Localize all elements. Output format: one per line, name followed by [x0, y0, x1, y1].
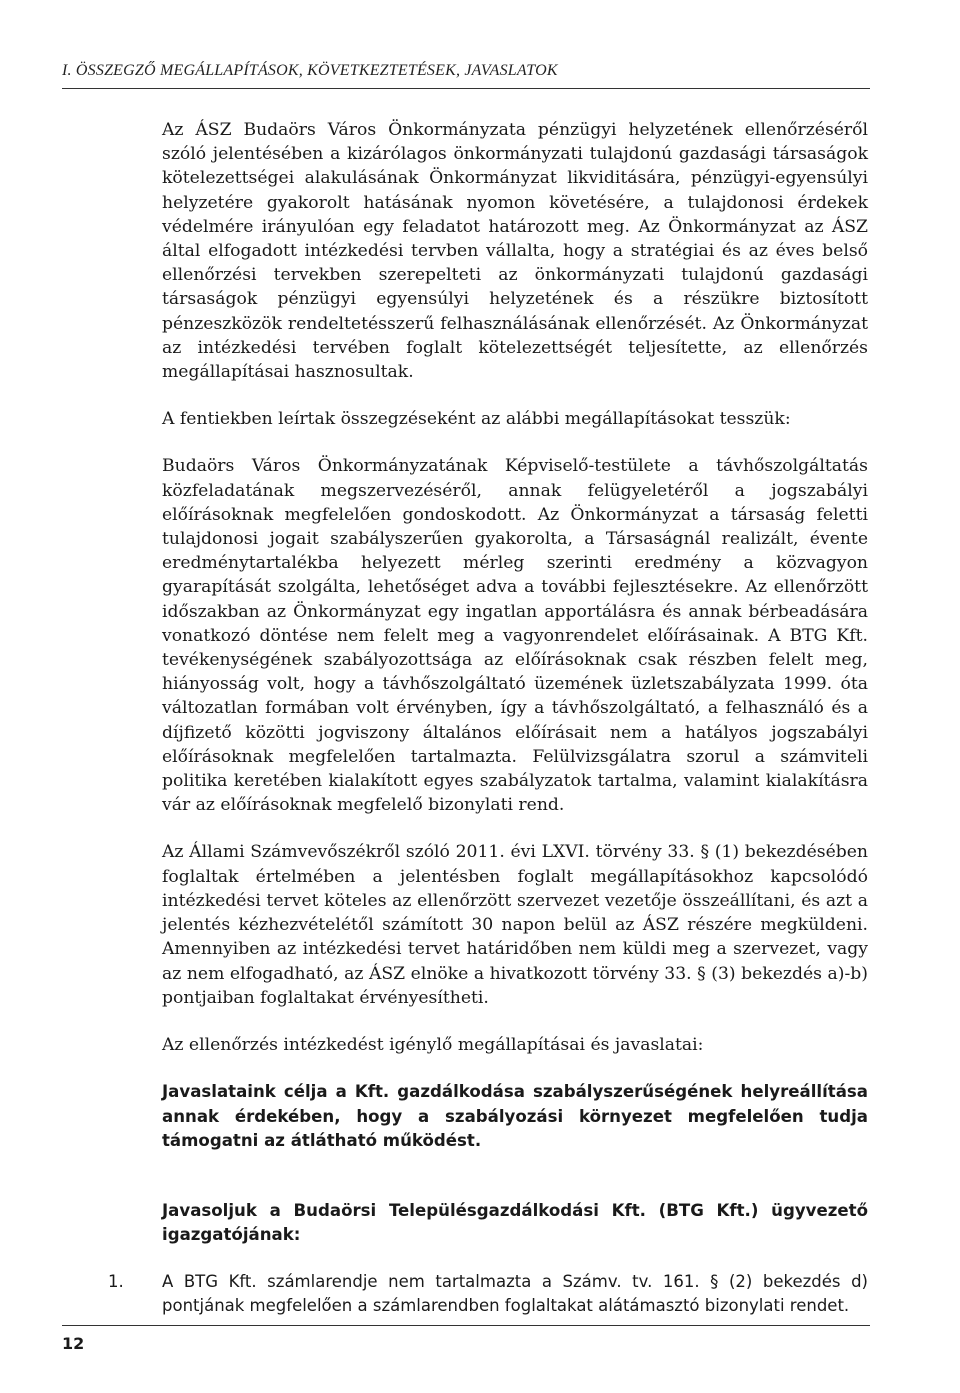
recommendation-item-text: A BTG Kft. számlarendje nem tartalmazta a Számv. tv. 161. § (2) bekezdés d) pontjának megfelelően a számlarendben foglaltakat alátámasztó bizonylati rendet. — [162, 1271, 868, 1316]
recommendation-goal: Javaslataink célja a Kft. gazdálkodása szabályszerűségének helyreállítása annak érdekében, hogy a szabályozási környezet megfelelően tudja támogatni az átlátható működést. — [162, 1082, 868, 1151]
recommendation-item — [108, 1270, 868, 1319]
paragraph-legal-basis: Az Állami Számvevőszékről szóló 2011. évi LXVI. törvény 33. § (1) bekezdésében foglaltak értelmében a jelentésben foglalt megállapításokhoz kapcsolódó intézkedési tervet köteles az ellenőrzött szervezet vezetője összeállítani, és azt a jelentés kézhezvételétől számított 30 napon belül az ÁSZ részére megküldeni. Amennyiben az intézkedési tervet határidőben nem küldi meg a szervezet, vagy az nem elfogadható, az ÁSZ elnöke a hivatkozott törvény 33. § (3) bekezdés a)-b) pontjaiban foglaltakat érvényesítheti. — [162, 842, 868, 1008]
recommendation-addressee: Javasoljuk a Budaörsi Településgazdálkodási Kft. (BTG Kft.) ügyvezető igazgatójának: — [162, 1200, 868, 1245]
paragraph-intro: Az ÁSZ Budaörs Város Önkormányzata pénzügyi helyzetének ellenőrzéséről szóló jelentésében a kizárólagos önkormányzati tulajdonú gazdasági társaságok kötelezettségei alakulásának Önkormányzat likviditására, pénzügyi-egyensúlyi helyzetére gyakorolt hatásának nyomon követésére, a tulajdonosi érdekek védelmére irányulóan egy feladatot határozott meg. Az Önkormányzat az ÁSZ által elfogadott intézkedési tervben vállalta, hogy a stratégiai és az éves belső ellenőrzési tervekben szerepelteti az önkormányzati tulajdonú gazdasági társaságok pénzügyi egyensúlyi helyzetének és a részükre biztosított pénzeszközök rendeltetésszerű felhasználásának ellenőrzését. Az Önkormányzat az intézkedési tervében foglalt kötelezettségét teljesítette, az ellenőrzés megállapításai hasznosultak. — [162, 120, 868, 383]
paragraph-recommendations-lead: Az ellenőrzés intézkedést igénylő megállapításai és javaslatai: — [162, 1034, 704, 1055]
header-divider — [62, 88, 870, 89]
footer-divider — [62, 1325, 870, 1326]
paragraph-findings: Budaörs Város Önkormányzatának Képviselő-testülete a távhőszolgáltatás közfeladatának megszervezéséről, annak felügyeletéről a jogszabályi előírásoknak megfelelően gondoskodott. Az Önkormányzat a társaság feletti tulajdonosi jogait szabályszerűen gyakorolta, a Társaságnál realizált, évente eredménytartalékba helyezett mérleg szerinti eredmény a közvagyon gyarapítását szolgálta, lehetőséget adva a további fejlesztésekre. Az ellenőrzött időszakban az Önkormányzat egy ingatlan apportálásra és annak bérbeadására vonatkozó döntése nem felelt meg a vagyonrendelet előírásainak. A BTG Kft. tevékenységének szabályozottsága az előírásoknak csak részben felelt meg, hiányosság volt, hogy a távhőszolgáltató üzemének üzletszabályzata 1999. óta változatlan formában volt érvényben, így a távhőszolgáltató, a felhasználó és a díjfizető közötti jogviszony általános előírásait nem a hatályos jogszabályi előírásoknak megfelelően tartalmazta. Felülvizsgálatra szorul a számviteli politika keretében kialakított egyes szabályzatok tartalma, valamint kialakításra vár az előírásoknak megfelelő bizonylati rend. — [162, 456, 868, 816]
page-number: 12 — [62, 1334, 85, 1353]
recommendation-item-number: 1. — [108, 1271, 124, 1291]
paragraph-summary-lead: A fentiekben leírtak összegzéseként az alábbi megállapításokat tesszük: — [162, 409, 791, 430]
page-body — [108, 118, 868, 1319]
running-header: I. ÖSSZEGZŐ MEGÁLLAPÍTÁSOK, KÖVETKEZTETÉSEK, JAVASLATOK — [62, 62, 558, 79]
